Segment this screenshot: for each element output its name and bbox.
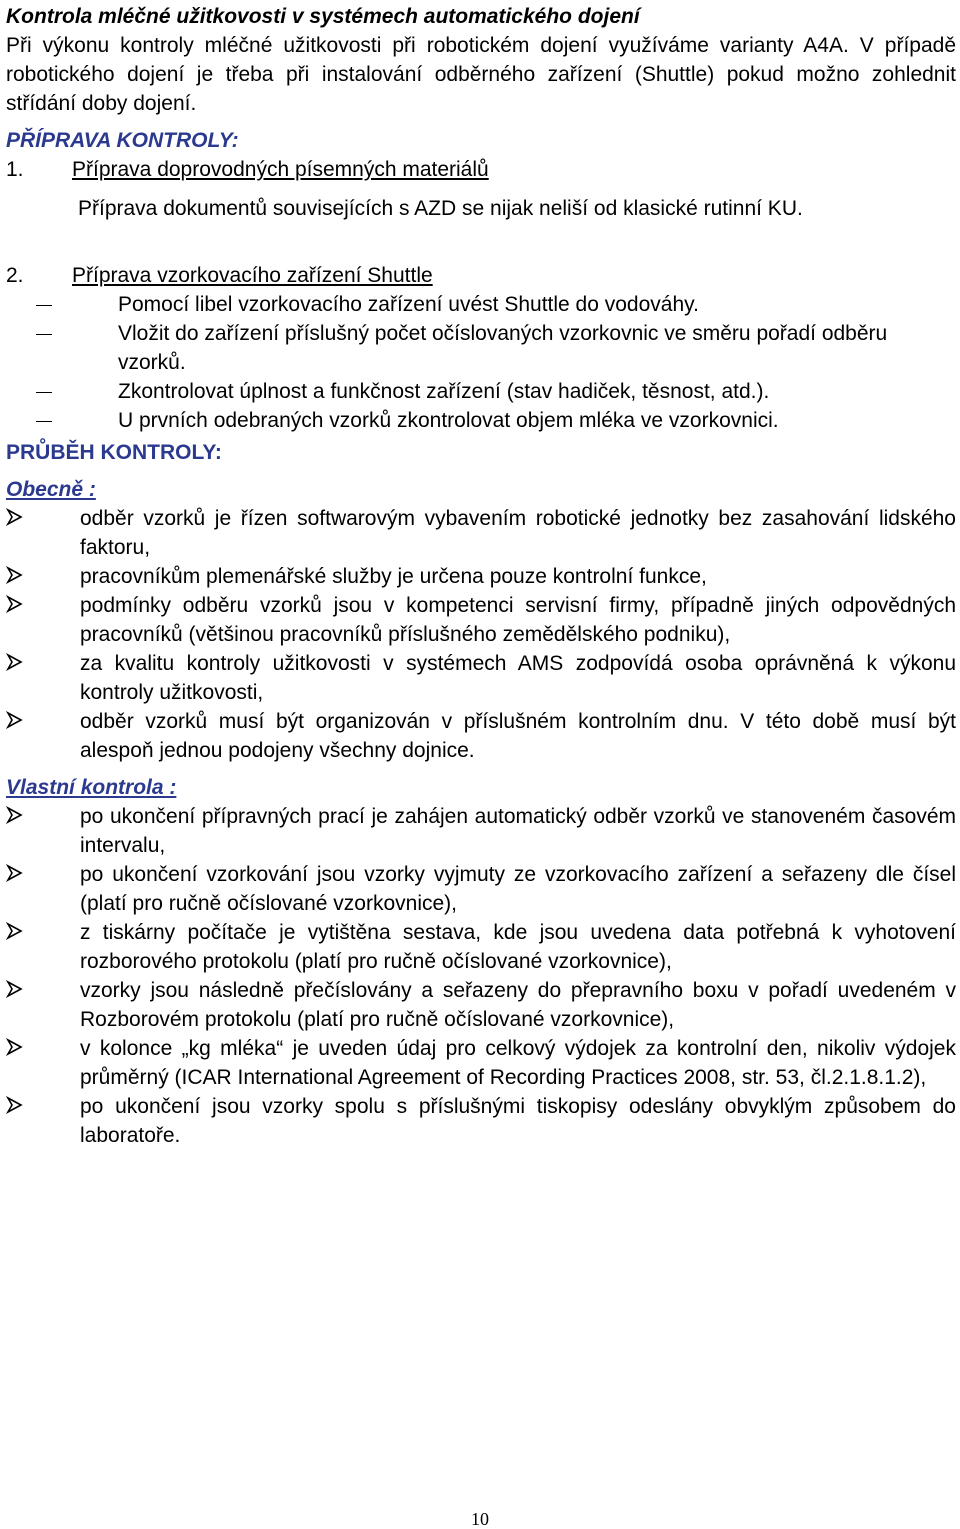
list-item: Pomocí libel vzorkovacího zařízení uvést Shuttle do vodováhy. — [118, 293, 699, 316]
list-item: za kvalitu kontroly užitkovosti v systémech AMS zodpovídá osoba oprávněná k výkonu kontroly užitkovosti, — [6, 649, 956, 707]
intro-paragraph: Při výkonu kontroly mléčné užitkovosti při robotickém dojení využíváme varianty A4A. V případě robotického dojení je třeba při instalování odběrného zařízení (Shuttle) pokud možno zohlednit střídání doby dojení. — [6, 34, 956, 115]
document-page — [6, 0, 956, 1150]
step-2-title: Příprava vzorkovacího zařízení Shuttle — [72, 264, 433, 287]
obecne-list — [6, 504, 956, 765]
arrow-bullet-icon — [6, 653, 24, 671]
priprava-heading: PŘÍPRAVA KONTROLY: — [6, 129, 239, 152]
arrow-bullet-icon — [6, 508, 24, 526]
document-title: Kontrola mléčné užitkovosti v systémech automatického dojení — [6, 5, 640, 28]
arrow-bullet-icon — [6, 595, 24, 613]
arrow-bullet-icon — [6, 566, 24, 584]
step-1 — [6, 155, 956, 184]
page-number: 10 — [471, 1509, 489, 1529]
list-item: odběr vzorků je řízen softwarovým vybavením robotické jednotky bez zasahování lidského faktoru, — [6, 504, 956, 562]
step-1-text: Příprava dokumentů souvisejících s AZD se nijak neliší od klasické rutinní KU. — [78, 197, 803, 220]
arrow-bullet-icon — [6, 980, 24, 998]
step-2-list — [6, 290, 956, 435]
step-2-number: 2. — [6, 264, 24, 287]
obecne-heading: Obecně : — [6, 478, 96, 501]
step-1-number: 1. — [6, 158, 24, 181]
list-item: podmínky odběru vzorků jsou v kompetenci servisní firmy, případně jiných odpovědných pracovníků (většinou pracovníků příslušného zemědělského podniku), — [6, 591, 956, 649]
prubeh-heading: PRŮBĚH KONTROLY: — [6, 441, 222, 464]
arrow-bullet-icon — [6, 1096, 24, 1114]
list-item: v kolonce „kg mléka“ je uveden údaj pro celkový výdojek za kontrolní den, nikoliv výdojek průměrný (ICAR International Agreement of Recording Practices 2008, str. 53, čl.2.1.8.1.2), — [6, 1034, 956, 1092]
arrow-bullet-icon — [6, 711, 24, 729]
list-item: Zkontrolovat úplnost a funkčnost zařízení (stav hadiček, těsnost, atd.). — [118, 380, 770, 403]
arrow-bullet-icon — [6, 922, 24, 940]
list-item: pracovníkům plemenářské služby je určena pouze kontrolní funkce, — [6, 562, 956, 591]
list-item: Vložit do zařízení příslušný počet očíslovaných vzorkovnic ve směru pořadí odběru vzorků. — [118, 322, 888, 374]
list-item: po ukončení přípravných prací je zahájen automatický odběr vzorků ve stanoveném časovém intervalu, — [6, 802, 956, 860]
arrow-bullet-icon — [6, 806, 24, 824]
list-item: po ukončení jsou vzorky spolu s příslušnými tiskopisy odeslány obvyklým způsobem do laboratoře. — [6, 1092, 956, 1150]
list-item: vzorky jsou následně přečíslovány a seřazeny do přepravního boxu v pořadí uvedeném v Rozborovém protokolu (platí pro ručně očíslované vzorkovnice), — [6, 976, 956, 1034]
vlastni-list — [6, 802, 956, 1150]
step-2 — [6, 261, 956, 290]
arrow-bullet-icon — [6, 1038, 24, 1056]
list-item: odběr vzorků musí být organizován v příslušném kontrolním dnu. V této době musí být alespoň jednou podojeny všechny dojnice. — [6, 707, 956, 765]
vlastni-heading: Vlastní kontrola : — [6, 776, 177, 799]
arrow-bullet-icon — [6, 864, 24, 882]
list-item: U prvních odebraných vzorků zkontrolovat objem mléka ve vzorkovnici. — [118, 409, 779, 432]
list-item: po ukončení vzorkování jsou vzorky vyjmuty ze vzorkovacího zařízení a seřazeny dle čísel (platí pro ručně očíslované vzorkovnice), — [6, 860, 956, 918]
list-item: z tiskárny počítače je vytištěna sestava, kde jsou uvedena data potřebná k vyhotovení rozborového protokolu (platí pro ručně očíslované vzorkovnice), — [6, 918, 956, 976]
step-1-title: Příprava doprovodných písemných materiálů — [72, 158, 489, 181]
